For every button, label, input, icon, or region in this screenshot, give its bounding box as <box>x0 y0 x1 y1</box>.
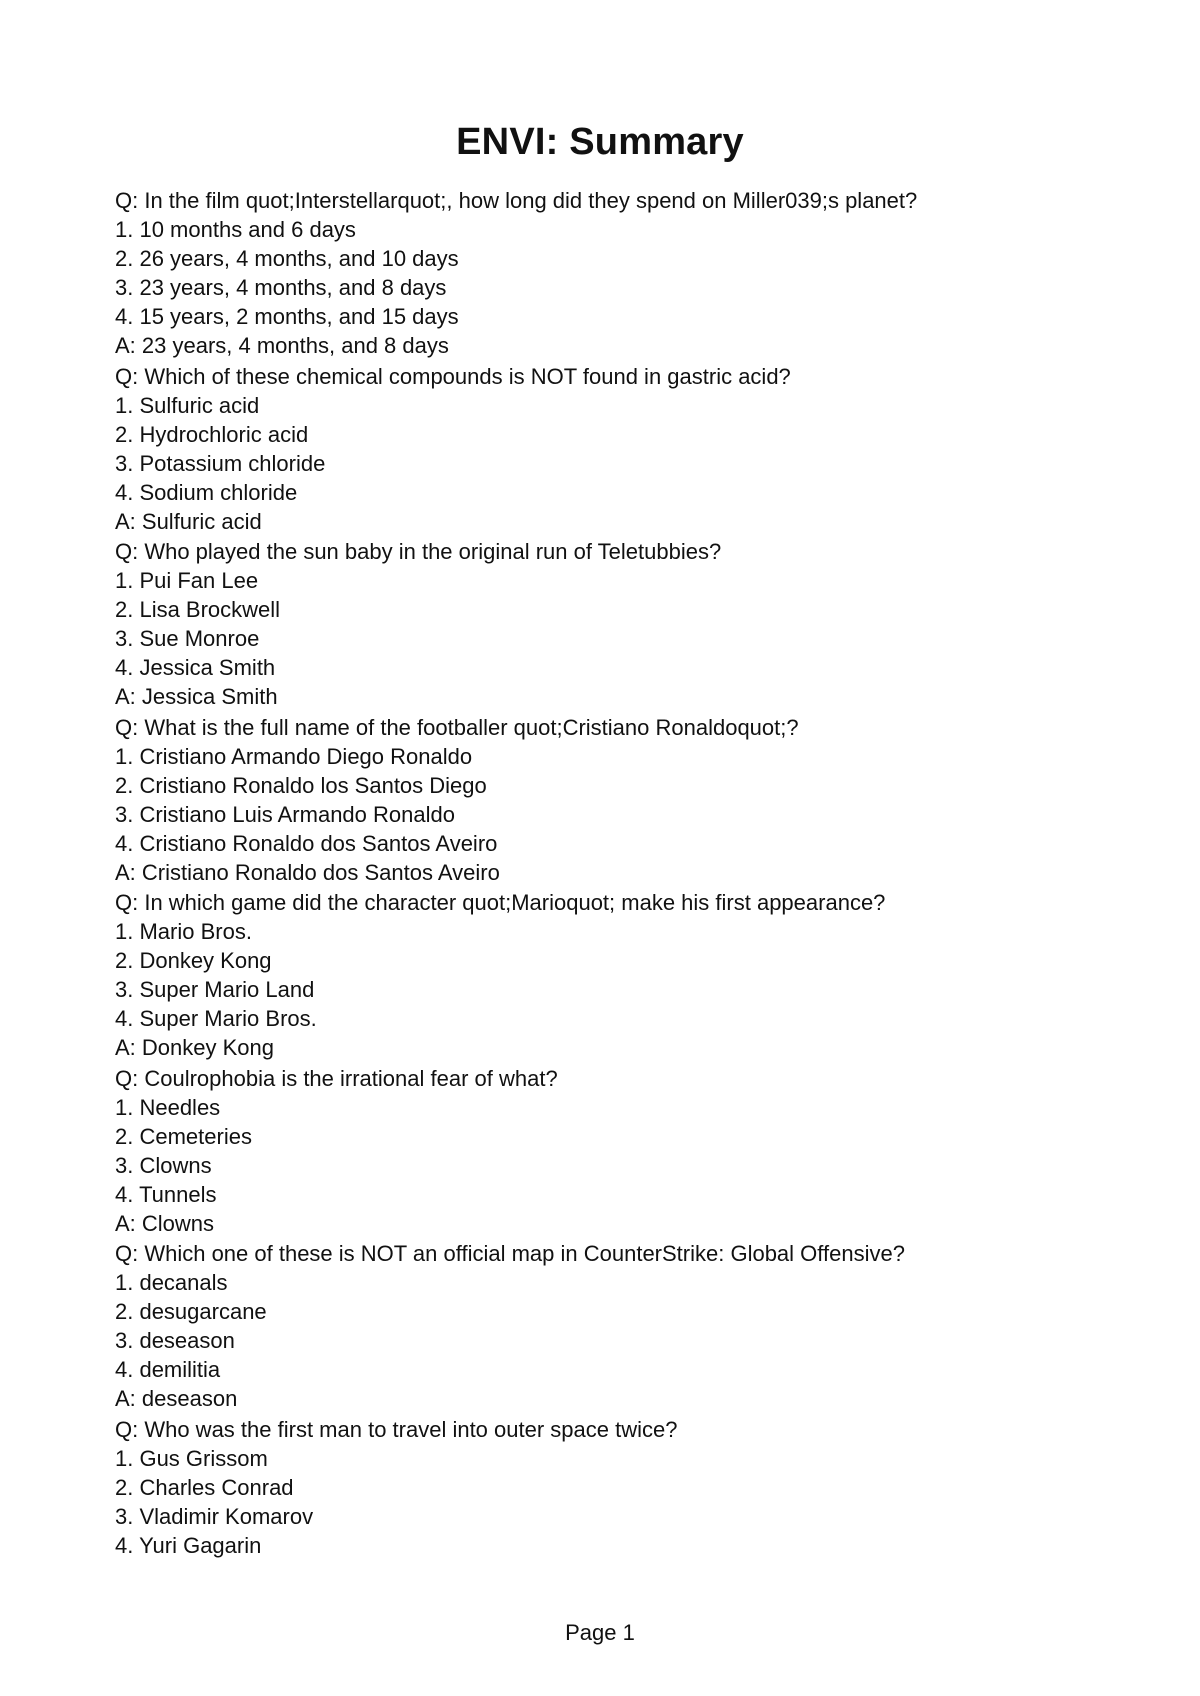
quiz-content <box>115 186 1115 1560</box>
answer-option: 3. 23 years, 4 months, and 8 days <box>115 275 447 300</box>
answer-option: 3. Sue Monroe <box>115 626 260 651</box>
answer-option: 2. Charles Conrad <box>115 1474 294 1500</box>
answer-option: 1. Gus Grissom <box>115 1445 268 1471</box>
answer-option: 3. Vladimir Komarov <box>115 1503 314 1529</box>
question-block <box>115 713 1115 887</box>
question-block <box>115 186 1115 360</box>
correct-answer: A: Clowns <box>115 1210 215 1236</box>
answer-option: 1. Pui Fan Lee <box>115 568 259 593</box>
answer-option: 2. Cristiano Ronaldo los Santos Diego <box>115 772 487 798</box>
answer-option: 4. Super Mario Bros. <box>115 1006 317 1031</box>
answer-option: 4. Jessica Smith <box>115 655 276 680</box>
question-block <box>115 1239 1115 1413</box>
question-text: Q: In the film quot;Interstellarquot;, how long did they spend on Miller039;s planet? <box>115 188 918 213</box>
question-text: Q: What is the full name of the footballer quot;Cristiano Ronaldoquot;? <box>115 714 799 740</box>
answer-option: 1. Mario Bros. <box>115 919 252 944</box>
answer-option: 2. Donkey Kong <box>115 948 272 973</box>
answer-option: 4. 15 years, 2 months, and 15 days <box>115 304 459 329</box>
correct-answer: A: Jessica Smith <box>115 684 278 709</box>
question-block <box>115 362 1115 536</box>
question-block <box>115 1415 1115 1560</box>
document-title: ENVI: Summary <box>456 121 744 163</box>
question-block <box>115 537 1115 711</box>
answer-option: 3. Potassium chloride <box>115 450 326 476</box>
correct-answer: A: deseason <box>115 1386 238 1411</box>
answer-option: 2. Cemeteries <box>115 1123 252 1149</box>
answer-option: 1. 10 months and 6 days <box>115 217 356 242</box>
answer-option: 3. Cristiano Luis Armando Ronaldo <box>115 801 455 827</box>
answer-option: 2. 26 years, 4 months, and 10 days <box>115 246 459 271</box>
page-number: Page 1 <box>565 1620 635 1645</box>
question-text: Q: Which one of these is NOT an official map in CounterStrike: Global Offensive? <box>115 1241 905 1266</box>
answer-option: 4. demilitia <box>115 1357 221 1382</box>
answer-option: 2. desugarcane <box>115 1299 267 1324</box>
answer-option: 3. deseason <box>115 1328 235 1353</box>
question-text: Q: Which of these chemical compounds is NOT found in gastric acid? <box>115 363 791 389</box>
answer-option: 2. Lisa Brockwell <box>115 597 281 622</box>
answer-option: 4. Cristiano Ronaldo dos Santos Aveiro <box>115 830 498 856</box>
correct-answer: A: Sulfuric acid <box>115 508 262 534</box>
question-text: Q: Who was the first man to travel into outer space twice? <box>115 1416 678 1442</box>
answer-option: 4. Sodium chloride <box>115 479 298 505</box>
correct-answer: A: Donkey Kong <box>115 1035 274 1060</box>
answer-option: 1. Needles <box>115 1094 221 1120</box>
question-text: Q: Who played the sun baby in the original run of Teletubbies? <box>115 539 722 564</box>
correct-answer: A: 23 years, 4 months, and 8 days <box>115 333 449 358</box>
answer-option: 4. Yuri Gagarin <box>115 1532 262 1558</box>
answer-option: 1. Sulfuric acid <box>115 392 260 418</box>
answer-option: 4. Tunnels <box>115 1181 217 1207</box>
answer-option: 2. Hydrochloric acid <box>115 421 309 447</box>
question-block <box>115 1064 1115 1238</box>
answer-option: 1. decanals <box>115 1270 228 1295</box>
answer-option: 1. Cristiano Armando Diego Ronaldo <box>115 743 473 769</box>
question-text: Q: Coulrophobia is the irrational fear of what? <box>115 1065 558 1091</box>
question-text: Q: In which game did the character quot;Marioquot; make his first appearance? <box>115 890 886 915</box>
answer-option: 3. Clowns <box>115 1152 212 1178</box>
question-block <box>115 888 1115 1062</box>
answer-option: 3. Super Mario Land <box>115 977 315 1002</box>
correct-answer: A: Cristiano Ronaldo dos Santos Aveiro <box>115 859 500 885</box>
